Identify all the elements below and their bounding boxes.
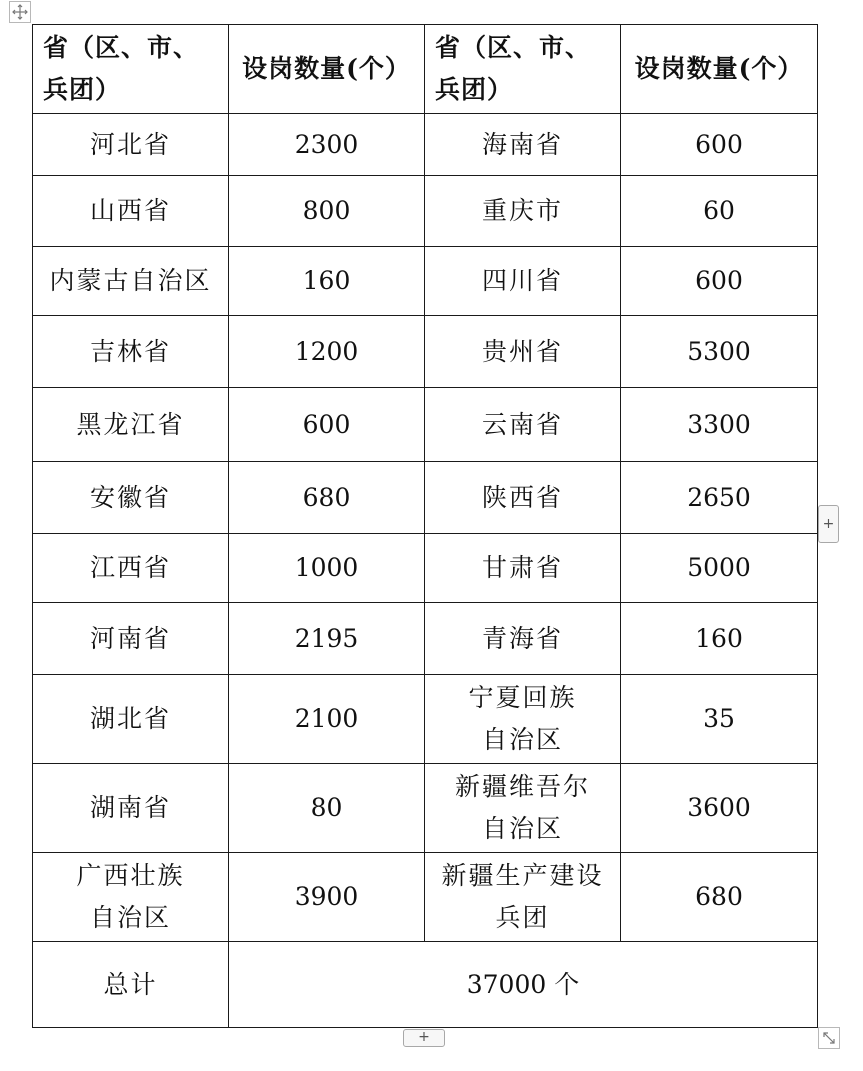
- left-count-cell: 680: [229, 462, 425, 534]
- right-region-cell: 云南省: [425, 388, 621, 462]
- left-region-cell: 湖南省: [33, 764, 229, 853]
- table-row: [33, 114, 818, 176]
- header-region-right-line1: 省（区、市、: [435, 33, 592, 62]
- right-region-cell: 贵州省: [425, 316, 621, 388]
- right-region-line: 自治区: [481, 814, 563, 843]
- total-label: 总计: [33, 942, 229, 1028]
- table-row: [33, 462, 818, 534]
- table-row: [33, 534, 818, 603]
- table-row: [33, 675, 818, 764]
- header-region-left-line1: 省（区、市、: [43, 33, 200, 62]
- plus-icon: +: [418, 1029, 430, 1045]
- right-region-cell: 甘肃省: [425, 534, 621, 603]
- left-region-cell: 河南省: [33, 603, 229, 675]
- right-region-cell: 四川省: [425, 247, 621, 316]
- plus-icon: +: [822, 516, 835, 532]
- left-region-cell: 内蒙古自治区: [33, 247, 229, 316]
- left-count-cell: 160: [229, 247, 425, 316]
- right-count-cell: 600: [621, 247, 818, 316]
- right-count-cell: 160: [621, 603, 818, 675]
- left-count-cell: 2300: [229, 114, 425, 176]
- right-count-cell: 2650: [621, 462, 818, 534]
- left-region-line: 自治区: [89, 903, 171, 932]
- right-count-cell: 60: [621, 176, 818, 247]
- table-row: [33, 316, 818, 388]
- right-count-cell: 600: [621, 114, 818, 176]
- right-count-cell: 3600: [621, 764, 818, 853]
- total-row: [33, 942, 818, 1028]
- table-row: [33, 853, 818, 942]
- header-region-right-line2: 兵团）: [435, 75, 514, 104]
- left-count-cell: 600: [229, 388, 425, 462]
- left-region-cell: 黑龙江省: [33, 388, 229, 462]
- right-region-cell: 重庆市: [425, 176, 621, 247]
- table-row: [33, 764, 818, 853]
- left-region-cell: 江西省: [33, 534, 229, 603]
- add-row-button[interactable]: [403, 1029, 445, 1047]
- header-region-left: [33, 25, 229, 114]
- right-region-line: 兵团: [495, 903, 550, 932]
- left-region-cell: [33, 853, 229, 942]
- right-count-cell: 5000: [621, 534, 818, 603]
- left-count-cell: 800: [229, 176, 425, 247]
- right-region-line: 新疆维吾尔: [454, 772, 590, 801]
- right-region-cell: 陕西省: [425, 462, 621, 534]
- table-move-handle[interactable]: [9, 1, 31, 23]
- left-region-cell: 河北省: [33, 114, 229, 176]
- table-row: [33, 247, 818, 316]
- left-region-cell: 安徽省: [33, 462, 229, 534]
- right-region-cell: [425, 675, 621, 764]
- add-column-button[interactable]: [818, 505, 839, 543]
- right-region-cell: [425, 764, 621, 853]
- left-count-cell: 80: [229, 764, 425, 853]
- left-region-cell: 吉林省: [33, 316, 229, 388]
- table-resize-handle[interactable]: [818, 1027, 840, 1049]
- left-region-line: 广西壮族: [76, 861, 185, 890]
- table-row: [33, 603, 818, 675]
- right-region-line: 宁夏回族: [468, 683, 577, 712]
- table-row: [33, 176, 818, 247]
- left-count-cell: 2100: [229, 675, 425, 764]
- left-region-cell: 湖北省: [33, 675, 229, 764]
- header-count-left: 设岗数量(个）: [229, 25, 425, 114]
- header-region-left-line2: 兵团）: [43, 75, 122, 104]
- right-count-cell: 5300: [621, 316, 818, 388]
- quota-table: [32, 24, 818, 1028]
- right-region-cell: 青海省: [425, 603, 621, 675]
- right-region-line: 新疆生产建设: [441, 861, 604, 890]
- right-count-cell: 680: [621, 853, 818, 942]
- header-count-right: 设岗数量(个）: [621, 25, 818, 114]
- table-row: [33, 388, 818, 462]
- left-count-cell: 1200: [229, 316, 425, 388]
- header-row: [33, 25, 818, 114]
- left-count-cell: 2195: [229, 603, 425, 675]
- left-region-cell: 山西省: [33, 176, 229, 247]
- header-region-right: [425, 25, 621, 114]
- right-count-cell: 3300: [621, 388, 818, 462]
- resize-icon: [819, 1028, 839, 1048]
- right-region-line: 自治区: [481, 725, 563, 754]
- right-region-cell: 海南省: [425, 114, 621, 176]
- total-value: 37000 个: [229, 942, 818, 1028]
- left-count-cell: 1000: [229, 534, 425, 603]
- move-icon: [10, 2, 30, 22]
- right-count-cell: 35: [621, 675, 818, 764]
- right-region-cell: [425, 853, 621, 942]
- left-count-cell: 3900: [229, 853, 425, 942]
